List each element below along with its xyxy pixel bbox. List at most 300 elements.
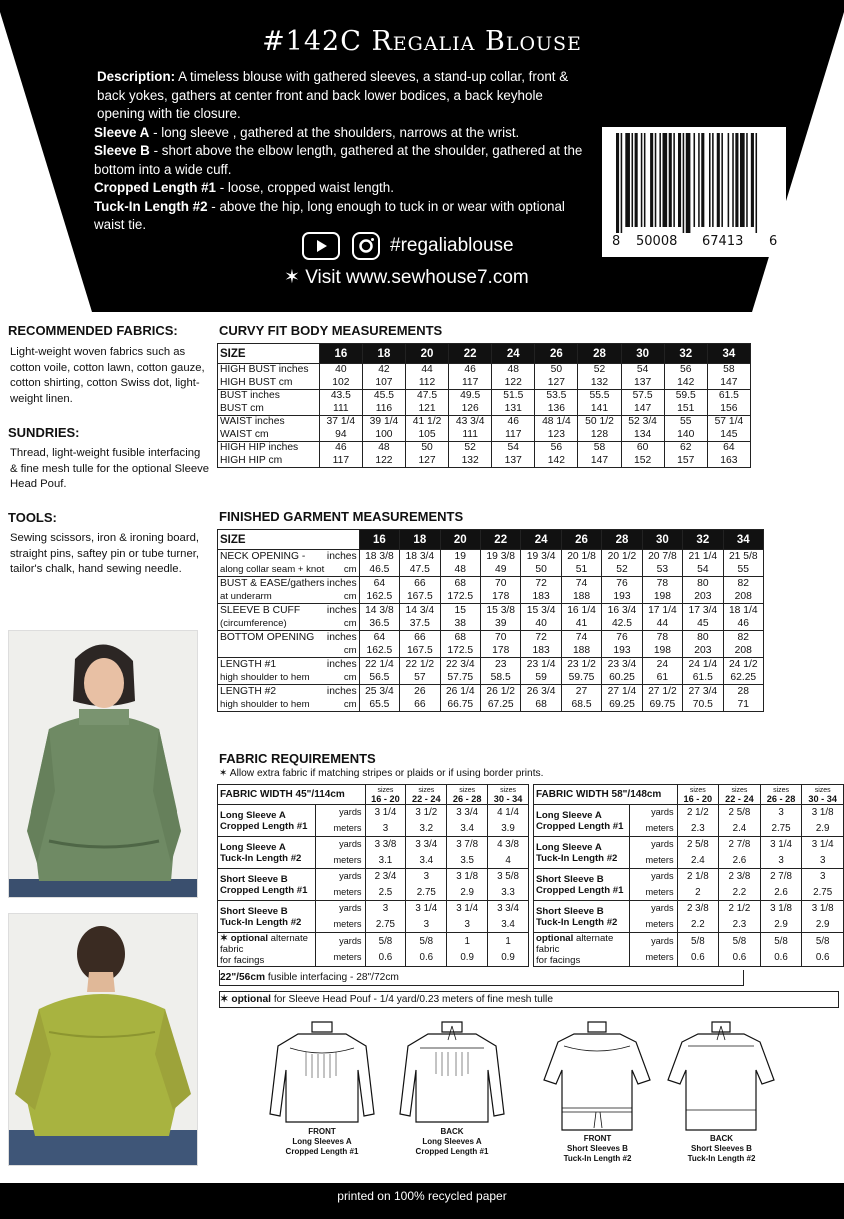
fabric-size-range: 26 - 28: [452, 793, 482, 804]
body-cell: 151: [664, 403, 707, 416]
finished-cell: 59.75: [561, 671, 601, 685]
finished-cell: 20 7/8: [642, 550, 682, 564]
pouf-text: for Sleeve Head Pouf - 1/4 yard/0.23 meters of fine mesh tulle: [270, 994, 553, 1005]
fabric-meters-cell: 2.4: [677, 853, 719, 869]
finished-cell: 162.5: [359, 644, 399, 658]
finished-row-label-text: at underarm: [220, 590, 272, 602]
fabric-row-yards: [534, 805, 844, 821]
body-cell: 37 1/4: [319, 416, 362, 429]
unit-meters: meters: [629, 853, 677, 869]
caption-view-1-sleeve: Long Sleeves A: [292, 1137, 352, 1146]
caption-view-2-title: BACK: [440, 1127, 464, 1136]
sleeve-b-text: - short above the elbow length, gathered at the shoulder, gathered at the bottom into a wide cuff.: [94, 143, 583, 177]
finished-cell: 24 1/4: [683, 658, 723, 672]
finished-row: [218, 671, 764, 685]
optional-text: alternate fabric: [220, 933, 309, 955]
body-size-col: 20: [406, 344, 449, 364]
barcode-bar: [635, 133, 638, 227]
pouf-bold: ✶ optional: [220, 994, 271, 1005]
barcode-bar: [683, 133, 685, 233]
fabrics-title: RECOMMENDED FABRICS:: [8, 323, 178, 338]
fabric-meters-cell: 3.4: [406, 853, 447, 869]
finished-size-col: 18: [400, 530, 440, 550]
finished-cell: 21 5/8: [723, 550, 763, 564]
fabric-size-group: [488, 785, 529, 805]
finished-cell: 76: [602, 631, 642, 645]
finished-cell: 47.5: [400, 563, 440, 577]
body-cell: 147: [707, 377, 750, 390]
fabric-yards-cell: 2 3/8: [677, 901, 719, 917]
fabric-yards-cell: 2 5/8: [719, 805, 761, 821]
fabric-meters-cell: 3: [447, 917, 488, 933]
finished-cell: 24: [642, 658, 682, 672]
fabric-yards-cell: 3 3/4: [406, 837, 447, 853]
sketch-front-short-tuckin: [540, 1018, 655, 1136]
body-cell: 45.5: [362, 390, 405, 403]
body-cell: 132: [449, 455, 492, 468]
finished-cell: 61: [642, 671, 682, 685]
body-size-col: 16: [319, 344, 362, 364]
finished-cell: 41: [561, 617, 601, 631]
finished-cell: 40: [521, 617, 561, 631]
model-front-illustration: [9, 631, 197, 897]
finished-cell: 208: [723, 590, 763, 604]
fabric-header-row: [218, 785, 529, 805]
finished-cell: 18 3/4: [400, 550, 440, 564]
finished-row-label: [218, 617, 360, 631]
barcode-bar: [632, 133, 634, 227]
fabric-meters-cell: 3: [760, 853, 802, 869]
body-row: [218, 429, 751, 442]
finished-row-label-text: SLEEVE B CUFF: [220, 604, 301, 616]
barcode-bar: [694, 133, 696, 227]
fabric-meters-cell: 3.4: [447, 821, 488, 837]
finished-cell: 66: [400, 698, 440, 712]
finished-cell: 22 1/4: [359, 658, 399, 672]
fabric-yards-cell: 3: [365, 901, 406, 917]
body-size-col: 26: [535, 344, 578, 364]
body-size-col: 34: [707, 344, 750, 364]
fabric-view-length: Tuck-In Length #2: [220, 916, 302, 928]
fabric-view-label: [218, 837, 316, 869]
fabric-sizes-word: sizes: [689, 786, 706, 794]
body-cell: 58: [707, 364, 750, 377]
body-cell: 46: [319, 442, 362, 455]
finished-cell: 58.5: [480, 671, 520, 685]
barcode-digit-1: 8: [612, 234, 621, 249]
length2-text: - above the hip, long enough to tuck in or wear with optional waist tie.: [94, 198, 565, 232]
body-cell: 116: [362, 403, 405, 416]
fabric-sizes-word: sizes: [773, 786, 790, 794]
barcode-digit-4: 6: [769, 234, 778, 249]
finished-cell: 64: [359, 631, 399, 645]
finished-cell: 65.5: [359, 698, 399, 712]
caption-view-2: [392, 1127, 512, 1157]
body-row: [218, 442, 751, 455]
body-cell: 142: [664, 377, 707, 390]
fabric-meters-cell: 2.2: [719, 885, 761, 901]
fabric-optional-yards-cell: 5/8: [677, 933, 719, 950]
unit-meters: meters: [315, 950, 365, 967]
finished-cell: 188: [561, 644, 601, 658]
fabric-view-sleeve: Long Sleeve A: [536, 841, 602, 853]
fabric-optional-meters-cell: 0.6: [719, 950, 761, 967]
finished-cell: 19 3/8: [480, 550, 520, 564]
fabric-view-label: [218, 805, 316, 837]
fabric-meters-cell: 2.75: [365, 917, 406, 933]
body-cell: 141: [578, 403, 621, 416]
body-cell: 42: [362, 364, 405, 377]
finished-cell: 19 3/4: [521, 550, 561, 564]
barcode-bar: [644, 133, 646, 227]
finished-row-unit: inches: [326, 685, 357, 697]
finished-row-label-text: (circumference): [220, 617, 287, 629]
finished-cell: 42.5: [602, 617, 642, 631]
body-cell: 47.5: [406, 390, 449, 403]
finished-row-label-text: NECK OPENING -: [220, 550, 306, 562]
fabric-requirements-title: FABRIC REQUIREMENTS: [219, 751, 376, 766]
body-cell: 52: [578, 364, 621, 377]
finished-cell: 74: [561, 577, 601, 591]
body-cell: 140: [664, 429, 707, 442]
fabric-yards-cell: 3: [802, 869, 844, 885]
fabric-size-group: [365, 785, 406, 805]
fabric-meters-cell: 3.5: [447, 853, 488, 869]
fabric-size-group: [802, 785, 844, 805]
finished-row-label-text: high shoulder to hem: [220, 698, 310, 710]
barcode-bar: [756, 133, 758, 233]
finished-size-col: 30: [642, 530, 682, 550]
finished-cell: 62.25: [723, 671, 763, 685]
fabric-optional-yards-cell: 5/8: [760, 933, 802, 950]
body-cell: 55.5: [578, 390, 621, 403]
fabric-meters-cell: 3.3: [488, 885, 529, 901]
fabric-yards-cell: 3 1/4: [365, 805, 406, 821]
finished-row-label: [218, 563, 360, 577]
finished-size-col: 28: [602, 530, 642, 550]
finished-cell: 68.5: [561, 698, 601, 712]
finished-cell: 23 3/4: [602, 658, 642, 672]
fabric-meters-cell: 2.3: [719, 917, 761, 933]
fabric-meters-cell: 2.5: [365, 885, 406, 901]
caption-view-3: [540, 1134, 655, 1164]
finished-size-label: SIZE: [218, 530, 360, 550]
finished-cell: 59: [521, 671, 561, 685]
fabric-header-row: [534, 785, 844, 805]
finished-row-label-text: BOTTOM OPENING: [220, 631, 315, 643]
barcode-bar: [625, 133, 630, 227]
barcode-bar: [669, 133, 672, 227]
barcode-bar: [728, 133, 730, 227]
finished-cell: 178: [480, 590, 520, 604]
body-cell: 60: [621, 442, 664, 455]
body-cell: 100: [362, 429, 405, 442]
finished-row: [218, 617, 764, 631]
fabric-size-range: 26 - 28: [766, 793, 796, 804]
body-cell: 147: [578, 455, 621, 468]
finished-cell: 66: [400, 577, 440, 591]
body-cell: 131: [492, 403, 535, 416]
barcode-bar: [641, 133, 643, 227]
fabric-yards-cell: 3 1/8: [447, 869, 488, 885]
body-cell: 137: [621, 377, 664, 390]
fabric-yards-cell: 3 7/8: [447, 837, 488, 853]
body-cell: 145: [707, 429, 750, 442]
finished-cell: 26: [400, 685, 440, 699]
finished-cell: 198: [642, 644, 682, 658]
finished-cell: 20 1/8: [561, 550, 601, 564]
barcode-bars: [602, 127, 786, 237]
fabric-meters-cell: 2.2: [677, 917, 719, 933]
finished-row-label: [218, 644, 360, 658]
caption-view-3-sleeve: Short Sleeves B: [567, 1144, 628, 1153]
fabric-yards-cell: 2 5/8: [677, 837, 719, 853]
barcode-bar: [751, 133, 754, 227]
fabric-view-length: Cropped Length #1: [536, 884, 624, 896]
barcode-digit-3: 67413: [702, 234, 744, 249]
body-cell: 126: [449, 403, 492, 416]
finished-cell: 70.5: [683, 698, 723, 712]
body-cell: 107: [362, 377, 405, 390]
finished-cell: 178: [480, 644, 520, 658]
finished-cell: 36.5: [359, 617, 399, 631]
finished-row-label: [218, 550, 360, 564]
finished-cell: 70: [480, 577, 520, 591]
finished-cell: 60.25: [602, 671, 642, 685]
body-cell: 123: [535, 429, 578, 442]
fabric-yards-cell: 2 1/2: [719, 901, 761, 917]
body-cell: 43 3/4: [449, 416, 492, 429]
unit-yards: yards: [315, 901, 365, 917]
finished-cell: 48: [440, 563, 480, 577]
finished-measurements-table: [217, 529, 764, 712]
finished-cell: 80: [683, 577, 723, 591]
finished-cell: 208: [723, 644, 763, 658]
fabric-view-length: Tuck-In Length #2: [220, 852, 302, 864]
fabric-meters-cell: 2.75: [760, 821, 802, 837]
barcode: [602, 127, 786, 257]
finished-row: [218, 698, 764, 712]
hashtag-handle[interactable]: #regaliablouse: [390, 235, 514, 256]
optional-text: alternate fabric: [536, 933, 614, 955]
finished-cell: 72: [521, 631, 561, 645]
finished-cell: 53: [642, 563, 682, 577]
finished-cell: 23 1/4: [521, 658, 561, 672]
body-cell: 56: [664, 364, 707, 377]
fabric-sizes-word: sizes: [418, 786, 435, 794]
finished-row-label: [218, 658, 360, 672]
finished-cell: 25 3/4: [359, 685, 399, 699]
body-cell: 58: [578, 442, 621, 455]
finished-cell: 56.5: [359, 671, 399, 685]
body-cell: 112: [406, 377, 449, 390]
unit-meters: meters: [315, 917, 365, 933]
fabric-view-sleeve: Long Sleeve A: [220, 841, 286, 853]
barcode-bar: [746, 133, 748, 227]
barcode-bar: [698, 133, 700, 227]
fabric-table-58: [533, 784, 844, 967]
finished-cell: 20 1/2: [602, 550, 642, 564]
fabric-meters-cell: 3: [406, 917, 447, 933]
body-measurements-title: CURVY FIT BODY MEASUREMENTS: [219, 323, 443, 338]
fabric-row-yards: [534, 901, 844, 917]
fabric-yards-cell: 3 3/4: [488, 901, 529, 917]
finished-cell: 66: [400, 631, 440, 645]
body-row: [218, 377, 751, 390]
finished-cell: 50: [521, 563, 561, 577]
interfacing-text: fusible interfacing - 28"/72cm: [265, 972, 399, 983]
caption-view-2-length: Cropped Length #1: [415, 1147, 489, 1156]
body-cell: 53.5: [535, 390, 578, 403]
finished-size-col: 34: [723, 530, 763, 550]
fabric-row-yards: [218, 805, 529, 821]
interfacing-bold: 22"/56cm: [220, 972, 266, 983]
finished-row-label: [218, 631, 360, 645]
body-size-col: 18: [362, 344, 405, 364]
finished-row-label-text: LENGTH #1: [220, 658, 277, 670]
youtube-icon[interactable]: [302, 232, 340, 260]
body-cell: 64: [707, 442, 750, 455]
fabric-view-length: Tuck-In Length #2: [536, 916, 618, 928]
body-cell: 57.5: [621, 390, 664, 403]
fabric-yards-cell: 2 3/4: [365, 869, 406, 885]
finished-cell: 21 1/4: [683, 550, 723, 564]
finished-cell: 15 3/4: [521, 604, 561, 618]
finished-row: [218, 590, 764, 604]
fabric-size-group: [760, 785, 802, 805]
finished-row-unit: cm: [343, 644, 357, 656]
finished-row: [218, 550, 764, 564]
finished-row-label: [218, 671, 360, 685]
finished-cell: 45: [683, 617, 723, 631]
unit-meters: meters: [629, 917, 677, 933]
unit-yards: yards: [629, 837, 677, 853]
body-cell: 128: [578, 429, 621, 442]
finished-cell: 66.75: [440, 698, 480, 712]
fabric-yards-cell: 3 1/4: [447, 901, 488, 917]
fabric-optional-yards-cell: 5/8: [802, 933, 844, 950]
sketch-back-long-cropped: [392, 1018, 512, 1128]
finished-cell: 17 3/4: [683, 604, 723, 618]
fabric-yards-cell: 2 3/8: [719, 869, 761, 885]
finished-cell: 183: [521, 644, 561, 658]
optional-text-2: for facings: [536, 955, 581, 966]
finished-cell: 27 3/4: [683, 685, 723, 699]
unit-meters: meters: [629, 821, 677, 837]
finished-cell: 22 3/4: [440, 658, 480, 672]
body-cell: 44: [406, 364, 449, 377]
finished-size-col: 32: [683, 530, 723, 550]
fabric-meters-cell: 2.9: [802, 917, 844, 933]
finished-row: [218, 631, 764, 645]
finished-size-col: 16: [359, 530, 399, 550]
barcode-bar: [659, 133, 661, 227]
fabric-optional-meters-cell: 0.6: [677, 950, 719, 967]
finished-cell: 27: [561, 685, 601, 699]
fabric-yards-cell: 3: [760, 805, 802, 821]
fabric-yards-cell: 3 1/4: [406, 901, 447, 917]
finished-row: [218, 577, 764, 591]
body-row-label: BUST cm: [218, 403, 320, 416]
fabric-sizes-word: sizes: [731, 786, 748, 794]
finished-row-unit: inches: [326, 658, 357, 670]
finished-cell: 14 3/4: [400, 604, 440, 618]
finished-cell: 24 1/2: [723, 658, 763, 672]
barcode-bar: [621, 133, 623, 233]
fabric-optional-meters-cell: 0.6: [760, 950, 802, 967]
finished-cell: 78: [642, 577, 682, 591]
caption-view-1-title: FRONT: [308, 1127, 336, 1136]
body-size-col: 22: [449, 344, 492, 364]
fabric-view-label: [534, 805, 630, 837]
fabric-row-yards: [218, 837, 529, 853]
unit-yards: yards: [629, 933, 677, 950]
fabric-meters-cell: 3.9: [488, 821, 529, 837]
finished-cell: 203: [683, 644, 723, 658]
body-cell: 122: [362, 455, 405, 468]
fabric-row-yards: [534, 869, 844, 885]
sleeve-b-label: Sleeve B: [94, 143, 150, 158]
unit-yards: yards: [629, 869, 677, 885]
body-row-label: BUST inches: [218, 390, 320, 403]
body-cell: 127: [406, 455, 449, 468]
optional-text-2: for facings: [220, 955, 265, 966]
fabric-view-sleeve: Short Sleeve B: [536, 905, 604, 917]
body-row-label: HIGH HIP inches: [218, 442, 320, 455]
body-cell: 57 1/4: [707, 416, 750, 429]
body-cell: 121: [406, 403, 449, 416]
body-cell: 55: [664, 416, 707, 429]
fabric-view-sleeve: Short Sleeve B: [536, 873, 604, 885]
unit-meters: meters: [315, 821, 365, 837]
fabric-size-group: [406, 785, 447, 805]
fabric-row-yards: [218, 901, 529, 917]
unit-meters: meters: [629, 885, 677, 901]
photo-model-back-lime: [8, 913, 198, 1166]
fabric-yards-cell: 2 1/2: [677, 805, 719, 821]
finished-cell: 26 1/4: [440, 685, 480, 699]
finished-cell: 15: [440, 604, 480, 618]
body-size-col: 24: [492, 344, 535, 364]
finished-row-label: [218, 698, 360, 712]
website-link[interactable]: ✶ Visit www.sewhouse7.com: [284, 267, 529, 288]
barcode-bar: [717, 133, 720, 227]
body-cell: 147: [621, 403, 664, 416]
fabric-yards-cell: 3 1/2: [406, 805, 447, 821]
body-row: [218, 403, 751, 416]
finished-cell: 28: [723, 685, 763, 699]
unit-yards: yards: [315, 837, 365, 853]
unit-meters: meters: [315, 853, 365, 869]
fabric-sizes-word: sizes: [459, 786, 476, 794]
fabric-meters-cell: 3.4: [488, 917, 529, 933]
body-cell: 102: [319, 377, 362, 390]
finished-row-unit: cm: [343, 698, 357, 710]
finished-cell: 188: [561, 590, 601, 604]
body-size-col: 30: [621, 344, 664, 364]
finished-row-unit: cm: [343, 563, 357, 575]
fabric-meters-cell: 2.4: [719, 821, 761, 837]
finished-cell: 14 3/8: [359, 604, 399, 618]
finished-cell: 69.75: [642, 698, 682, 712]
caption-view-3-title: FRONT: [583, 1134, 612, 1143]
body-cell: 117: [492, 429, 535, 442]
body-cell: 122: [492, 377, 535, 390]
optional-bold: ✶ optional: [220, 933, 269, 944]
instagram-icon[interactable]: [352, 232, 380, 260]
caption-view-4-length: Tuck-In Length #2: [687, 1154, 756, 1163]
length1-text: - loose, cropped waist length.: [216, 180, 394, 195]
